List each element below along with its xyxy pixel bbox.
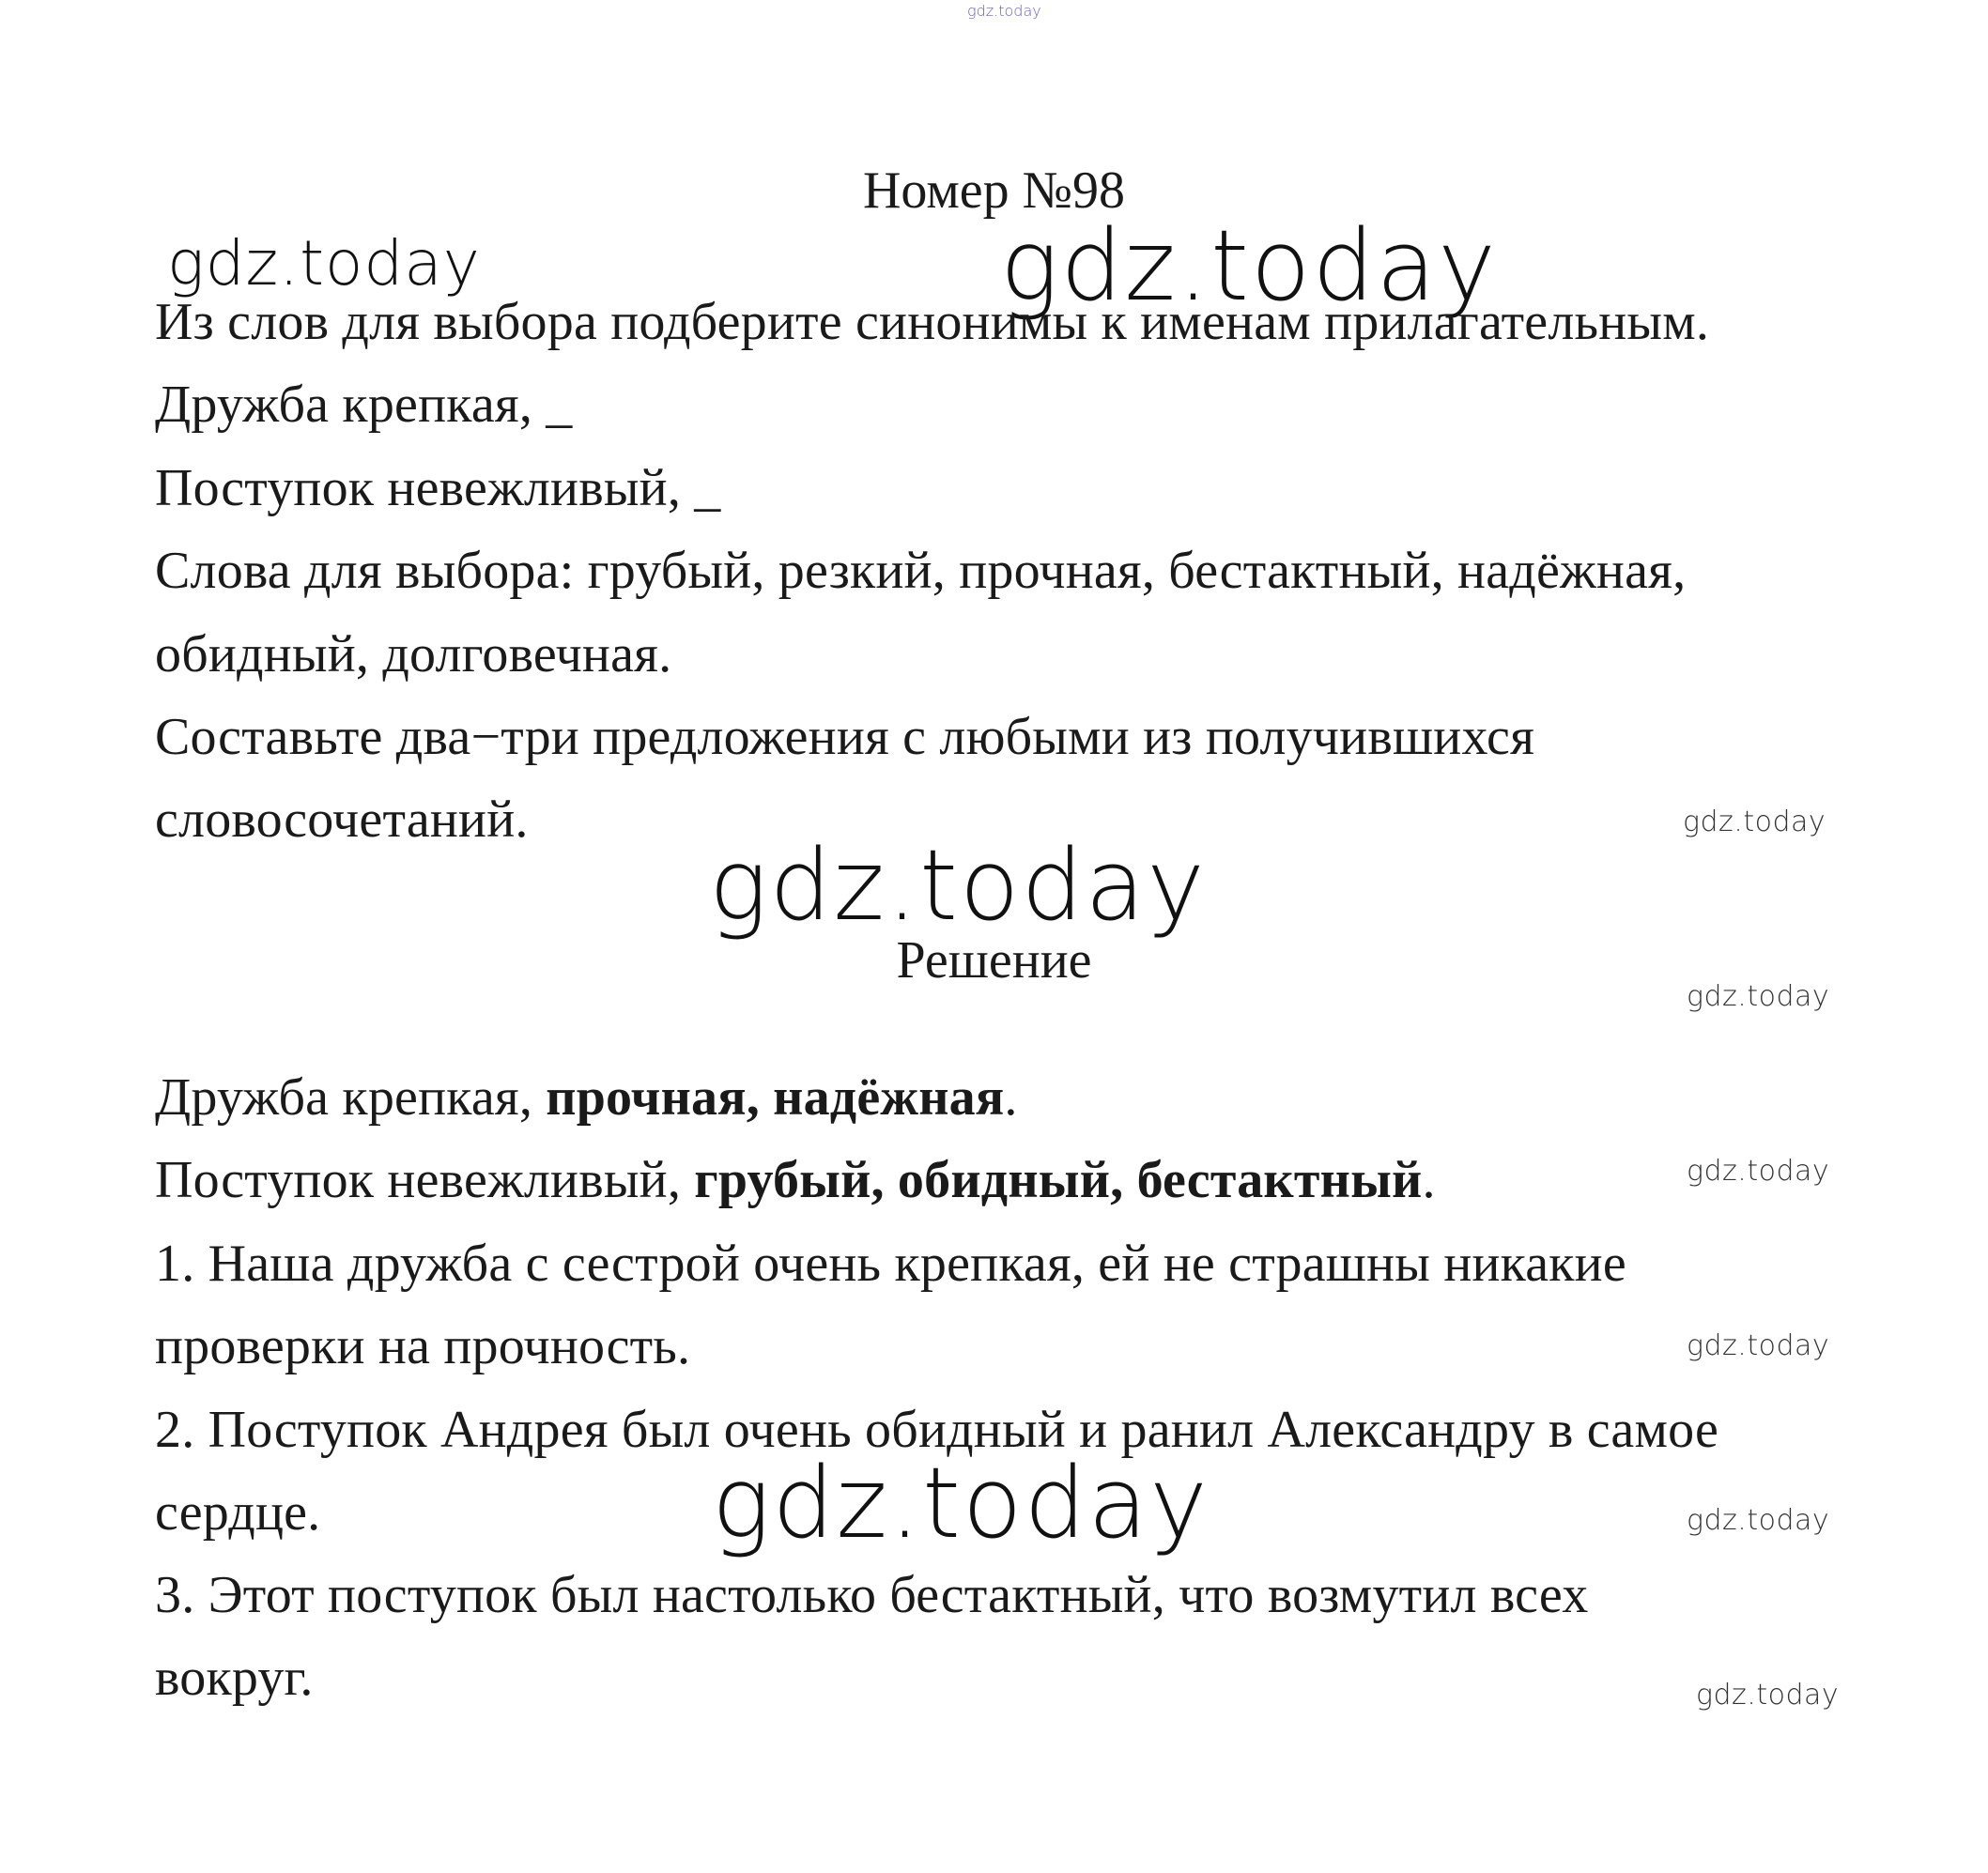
task-line: словосочетаний. [155,791,529,849]
watermark-center-top: gdz.today [1000,208,1498,323]
task-line: обидный, долговечная. [155,625,672,683]
task-line: Дружба крепкая, _ [155,376,573,434]
sentence-line: вокруг. [155,1649,314,1707]
answer-suffix: . [1004,1068,1018,1127]
watermark-left: gdz.today [167,227,481,299]
sentence-line: проверки на прочность. [155,1317,691,1375]
answer-bold: прочная, надёжная [546,1068,1005,1127]
watermark-right-6: gdz.today [1696,1679,1840,1712]
page-title: Номер №98 [862,161,1126,220]
watermark-right-3: gdz.today [1687,1155,1830,1188]
task-line: Слова для выбора: грубый, резкий, прочная, бестактный, надёжная, [155,542,1687,600]
answer-bold: грубый, обидный, бестактный [694,1151,1423,1209]
watermark-right-4: gdz.today [1687,1329,1830,1362]
sentence-line: 2. Поступок Андрея был очень обидный и ранил Александру в самое [155,1401,1719,1459]
watermark-right-1: gdz.today [1683,806,1826,838]
sentence-line: 3. Этот поступок был настолько бестактный, что возмутил всех [155,1566,1589,1624]
watermark-right-2: gdz.today [1687,980,1830,1013]
sentence-line: сердце. [155,1483,321,1542]
answer-prefix: Дружба крепкая, [155,1068,547,1127]
answer-prefix: Поступок невежливый, [155,1151,695,1209]
task-line: Поступок невежливый, _ [155,459,721,517]
watermark-center-mid: gdz.today [709,828,1207,943]
watermark-top: gdz.today [967,2,1041,20]
task-line: Из слов для выбора подберите синонимы к именам прилагательным. [155,293,1710,351]
solution-heading: Решение [896,931,1092,990]
answer-line-1 [155,1067,1018,1128]
watermark-center-bottom: gdz.today [712,1446,1210,1560]
sentence-line: 1. Наша дружба с сестрой очень крепкая, ей не страшны никакие [155,1235,1626,1293]
answer-line-2 [155,1149,1436,1211]
watermark-right-5: gdz.today [1687,1504,1830,1537]
task-line: Составьте два−три предложения с любыми из получившихся [155,708,1535,766]
answer-suffix: . [1422,1151,1436,1209]
